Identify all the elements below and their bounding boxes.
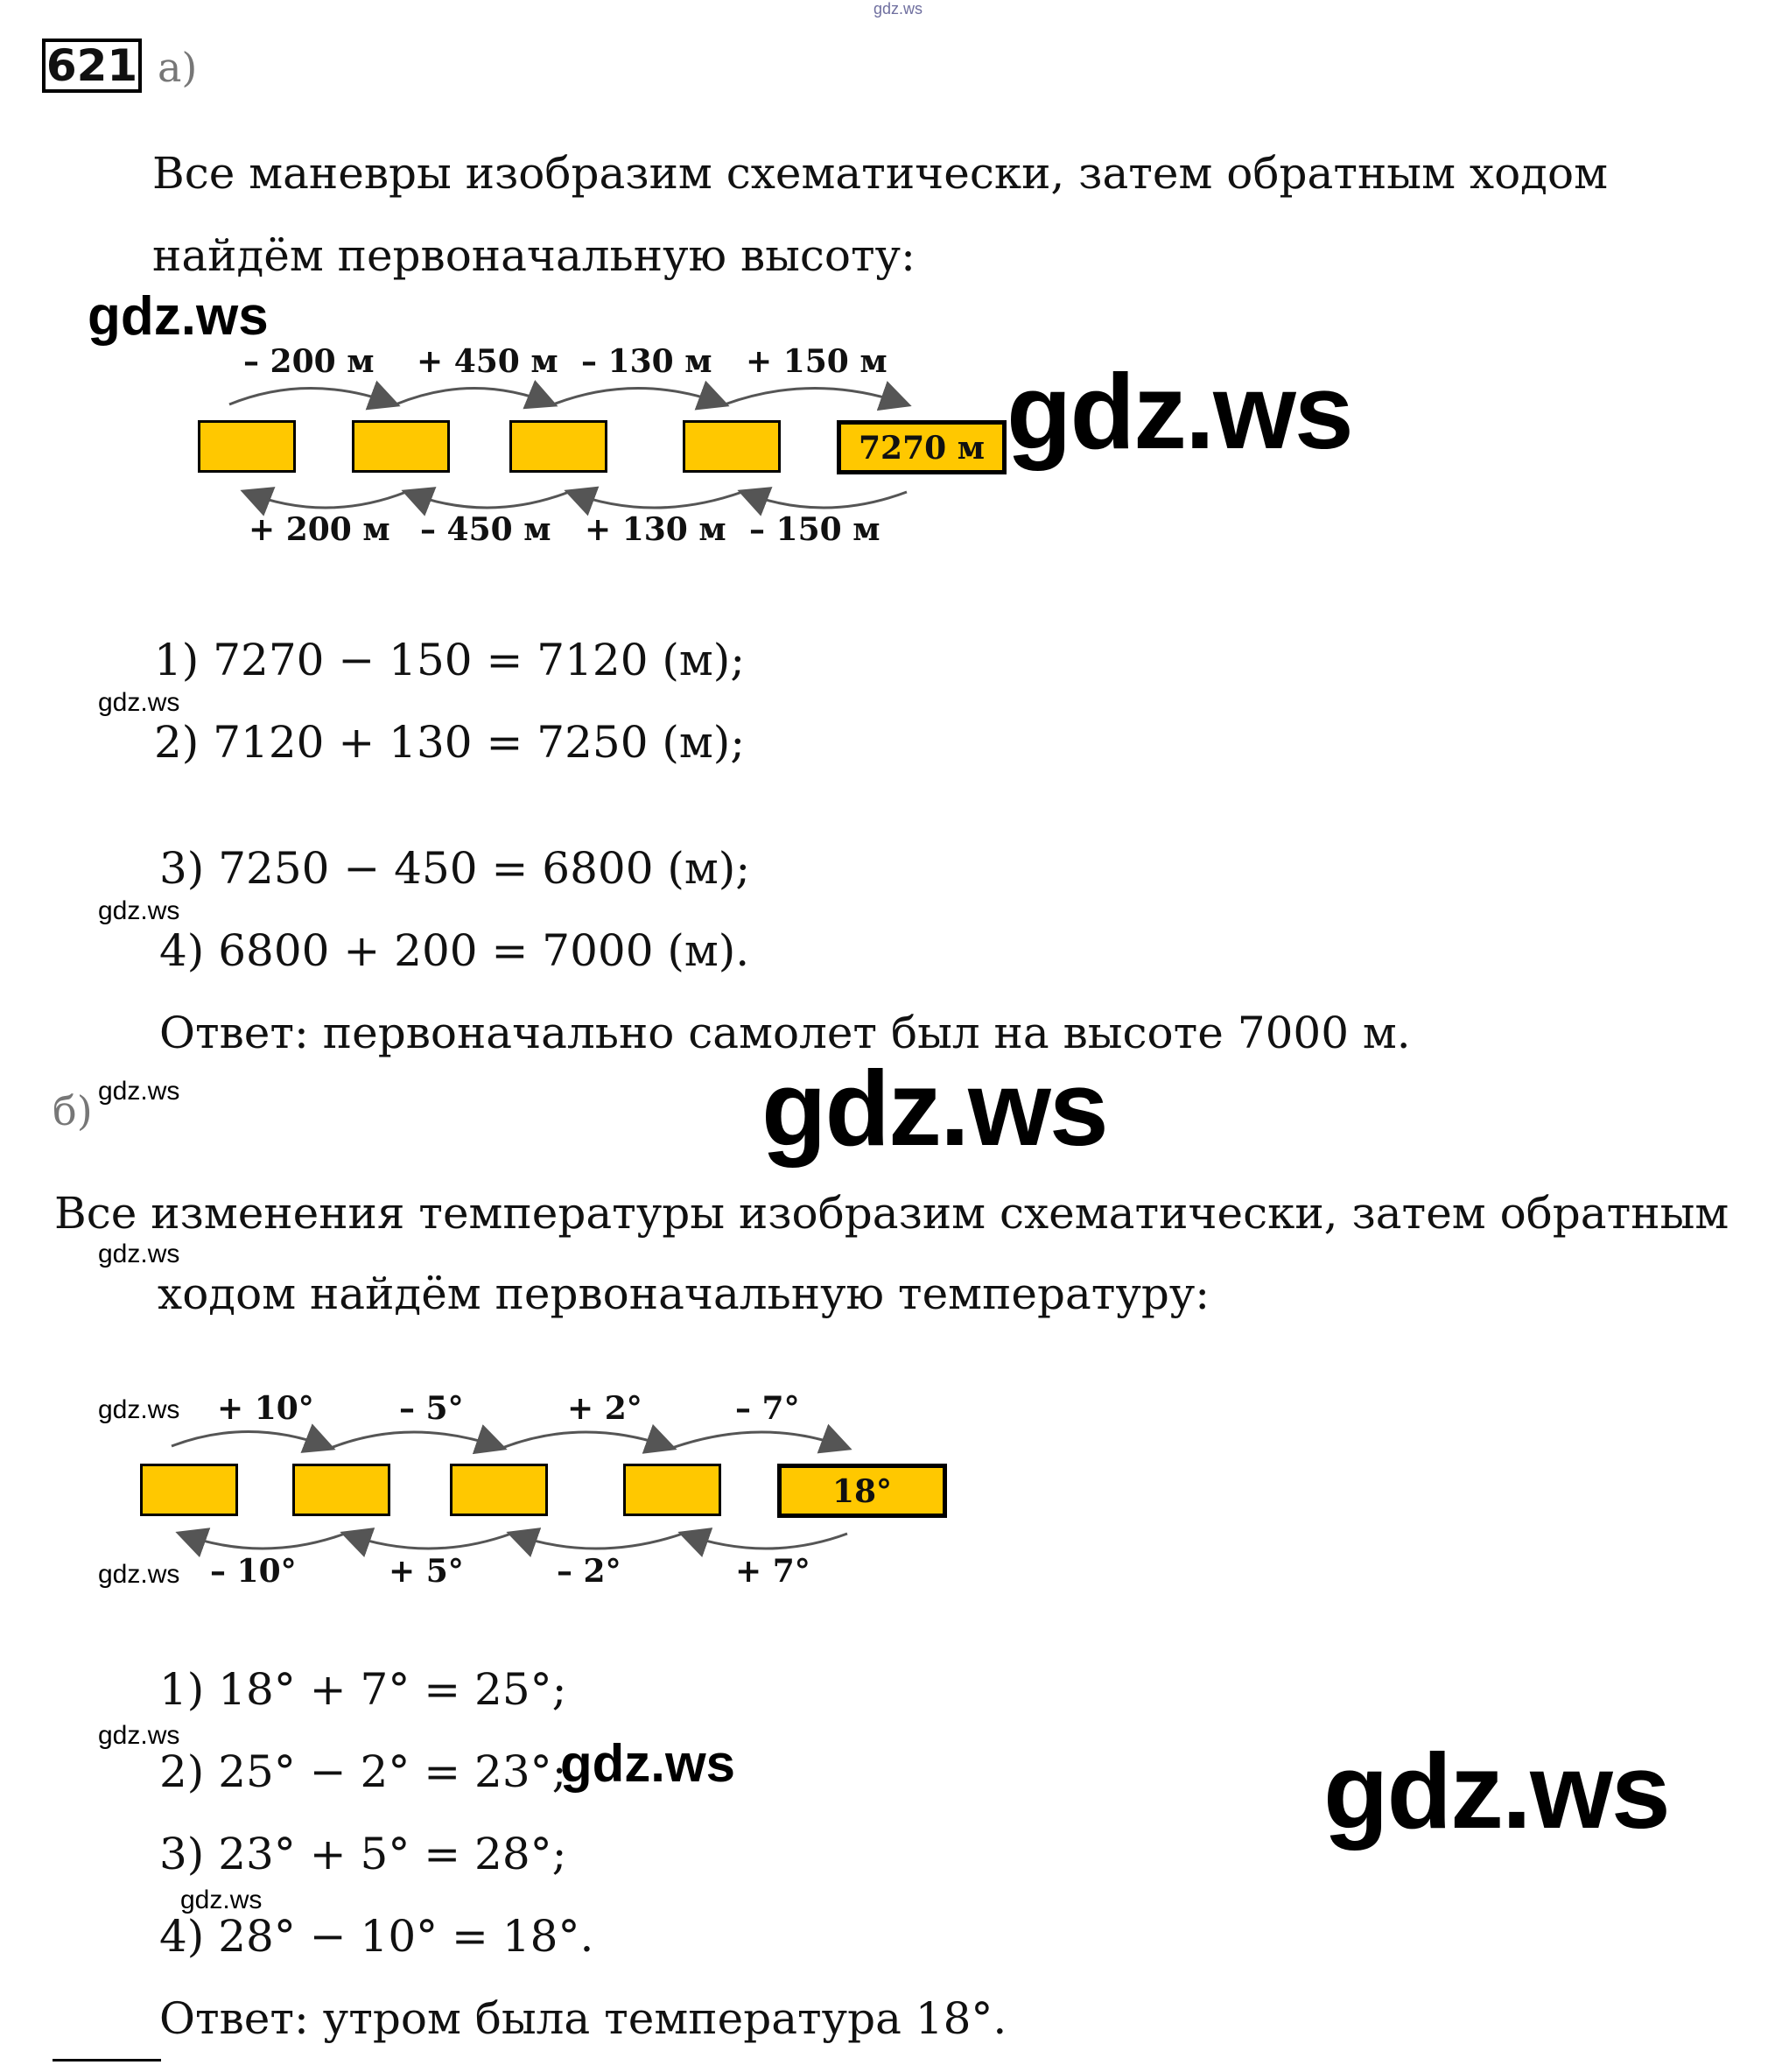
arrow-bottom-1 [683,1534,847,1549]
altitude-bottom-label: – 150 м [749,511,880,548]
part-a-intro-line2: найдём первоначальную высоту: [152,230,916,281]
arrow-top-4 [725,389,907,405]
watermark-label: gdz.ws [98,1721,180,1750]
arrow-top-2 [396,389,553,405]
temperature-bottom-label: – 10° [210,1553,297,1590]
temperature-top-label: – 5° [399,1390,464,1427]
part-b-intro-line2: ходом найдём первоначальную температуру: [158,1268,1210,1319]
arrow-bottom-3 [406,492,569,508]
watermark-label: gdz.ws [98,688,180,717]
altitude-top-label: + 150 м [746,343,888,380]
temperature-box [450,1464,548,1516]
part-b-step: 1) 18° + 7° = 25°; [159,1664,567,1715]
part-a-answer: Ответ: первоначально самолет был на высоте 7000 м. [159,1008,1411,1058]
altitude-box [198,420,296,473]
watermark-label: gdz.ws [180,1886,263,1914]
temperature-top-label: + 10° [217,1390,314,1427]
altitude-final-value: 7270 м [859,430,985,467]
altitude-box [352,420,450,473]
altitude-final-box [837,420,1007,474]
part-a-step: 3) 7250 − 450 = 6800 (м); [159,843,751,894]
part-b-answer: Ответ: утром была температура 18°. [159,1993,1007,2044]
temperature-top-label: + 2° [567,1390,642,1427]
problem-number: 621 [42,39,142,93]
altitude-box [683,420,781,473]
temperature-final-box [777,1464,947,1518]
part-b-step: 3) 23° + 5° = 28°; [159,1829,567,1879]
part-a-step: 4) 6800 + 200 = 7000 (м). [159,925,750,976]
altitude-top-label: + 450 м [417,343,558,380]
temperature-top-label: – 7° [735,1390,800,1427]
temperature-box [623,1464,721,1516]
temperature-bottom-label: – 2° [557,1553,621,1590]
watermark-label: gdz.ws [1323,1731,1669,1851]
watermark-label: gdz.ws [560,1734,736,1793]
part-b-intro-line1: Все изменения температуры изобразим схематически, затем обратным [54,1188,1729,1239]
arrow-top-2 [331,1432,502,1448]
part-a-step: 1) 7270 − 150 = 7120 (м); [154,635,746,685]
arrow-bottom-4 [180,1534,345,1549]
arrow-bottom-3 [345,1534,511,1549]
part-b-step: 4) 28° − 10° = 18°. [159,1911,594,1962]
temperature-box [140,1464,238,1516]
arrow-bottom-2 [569,492,742,508]
temperature-bottom-label: + 5° [389,1553,464,1590]
watermark-label: gdz.ws [98,1240,180,1268]
watermark-top: gdz.ws [873,0,923,18]
watermark-label: gdz.ws [98,1077,180,1106]
watermark-label: gdz.ws [98,1560,180,1589]
bottom-divider [53,2059,161,2061]
temperature-box [292,1464,390,1516]
watermark-label: gdz.ws [1007,352,1352,471]
altitude-bottom-label: – 450 м [420,511,551,548]
watermark-label: gdz.ws [761,1049,1107,1168]
altitude-box [509,420,607,473]
part-a-intro-line1: Все маневры изобразим схематически, затем обратным ходом [152,148,1608,199]
part-b-label: б) [53,1087,93,1134]
altitude-top-label: – 130 м [581,343,712,380]
arrow-top-1 [172,1431,331,1448]
watermark-label: gdz.ws [98,896,180,925]
arrow-bottom-1 [742,492,907,508]
altitude-top-label: – 200 м [243,343,375,380]
part-a-step: 2) 7120 + 130 = 7250 (м); [154,717,746,768]
arrow-top-1 [229,389,396,405]
arrow-bottom-2 [511,1534,683,1549]
arrow-bottom-4 [245,492,406,508]
temperature-final-value: 18° [831,1473,893,1510]
arrow-top-3 [502,1432,672,1448]
part-a-label: а) [158,44,198,91]
part-b-step: 2) 25° − 2° = 23°; [159,1746,567,1797]
watermark-label: gdz.ws [88,286,269,347]
watermark-label: gdz.ws [98,1395,180,1424]
altitude-bottom-label: + 130 м [585,511,726,548]
arrow-top-3 [553,389,725,405]
arrow-top-4 [672,1432,847,1448]
temperature-bottom-label: + 7° [735,1553,810,1590]
altitude-bottom-label: + 200 м [249,511,390,548]
